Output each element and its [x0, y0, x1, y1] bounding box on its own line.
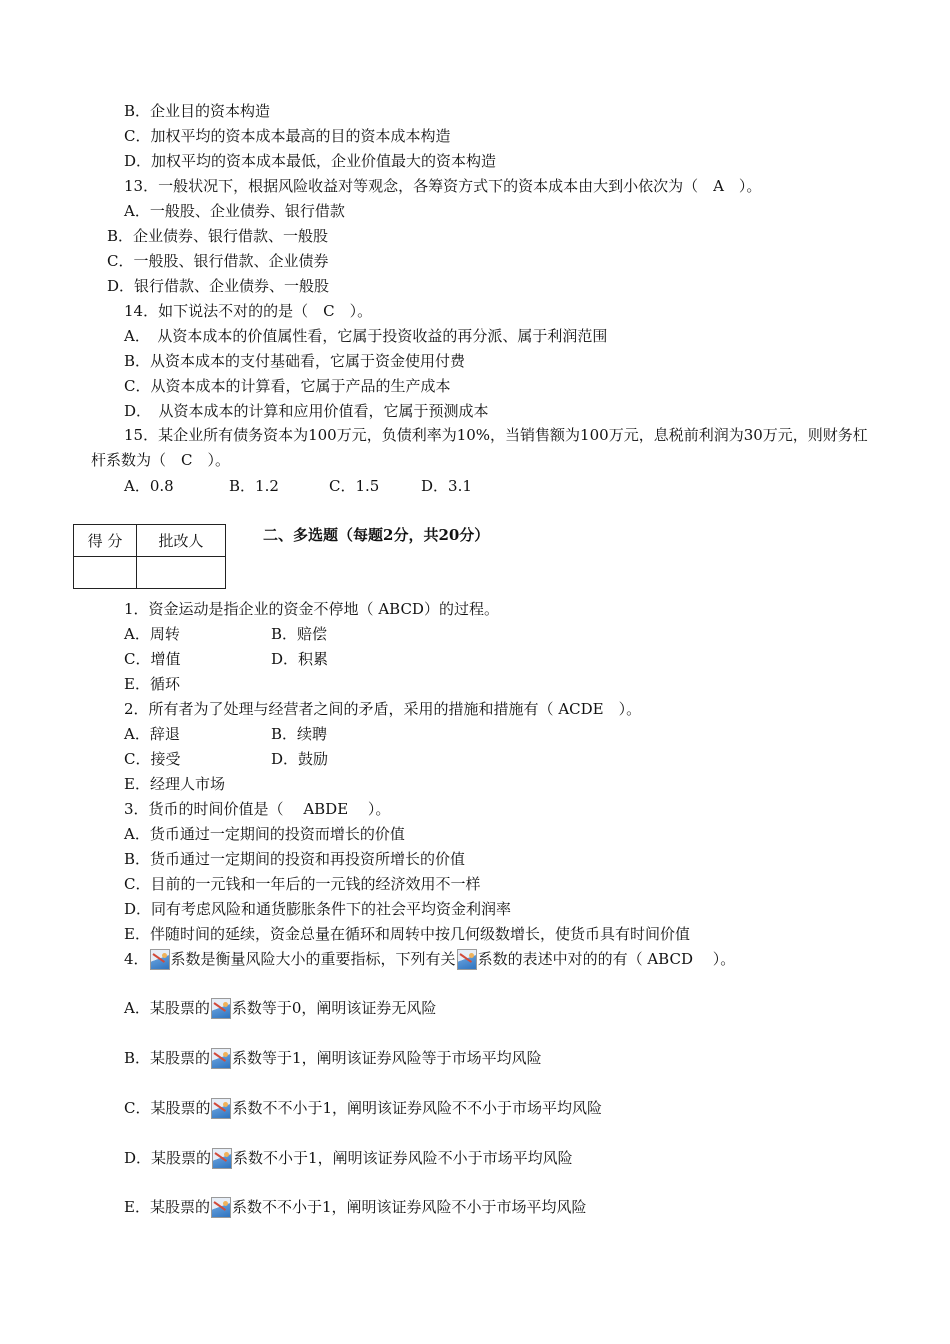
option-line: D．加权平均的资本成本最低，企业价值最大的资本构造	[124, 152, 497, 170]
beta-symbol-icon	[211, 1048, 231, 1069]
option-b: B．续聘	[271, 725, 328, 743]
option-prefix: B．某股票的	[124, 1049, 211, 1067]
option-c: C．1.5	[329, 477, 380, 495]
mc-question-2: 2．所有者为了处理与经营者之间的矛盾，采用的措施和措施有（ ACDE ）。	[124, 700, 642, 718]
option-prefix: C．某股票的	[124, 1099, 211, 1117]
option-line: E．伴随时间的延续，资金总量在循环和周转中按几何级数增长，使货币具有时间价值	[124, 925, 690, 943]
option-line: B．企业目的资本构造	[124, 102, 271, 120]
option-line	[124, 724, 328, 744]
option-suffix: 系数不小于1，阐明该证券风险不小于市场平均风险	[233, 1149, 573, 1167]
beta-symbol-icon	[211, 998, 231, 1019]
option-line: E．循环	[124, 675, 180, 693]
option-line: B．企业债券、银行借款、一般股	[107, 227, 329, 245]
option-suffix: 系数等于1，阐明该证券风险等于市场平均风险	[232, 1049, 542, 1067]
beta-symbol-icon	[211, 1098, 231, 1119]
mc-question-1: 1．资金运动是指企业的资金不停地（ ABCD）的过程。	[124, 600, 499, 618]
option-line: D．银行借款、企业债券、一般股	[107, 277, 330, 295]
option-d: D．积累	[271, 650, 329, 668]
option-line	[124, 1098, 602, 1118]
mc-question-4	[124, 949, 735, 969]
option-a: A．周转	[124, 625, 180, 643]
option-line: E．经理人市场	[124, 775, 225, 793]
option-suffix: 系数等于0，阐明该证券无风险	[231, 999, 437, 1017]
beta-symbol-icon	[150, 949, 170, 970]
option-c: C．接受	[124, 750, 181, 768]
option-line	[124, 1148, 573, 1168]
section-title: 二、多选题（每题2分，共20分）	[263, 526, 490, 544]
beta-symbol-icon	[211, 1197, 231, 1218]
option-line: C．从资本成本的计算看，它属于产品的生产成本	[124, 377, 451, 395]
option-d: D．3.1	[421, 477, 472, 495]
grader-header: 批改人	[137, 525, 226, 557]
option-line: B．从资本成本的支付基础看，它属于资金使用付费	[124, 352, 466, 370]
option-line	[124, 624, 328, 644]
option-line: A．货币通过一定期间的投资而增长的价值	[124, 825, 405, 843]
option-suffix: 系数不不小于1，阐明该证券风险不不小于市场平均风险	[232, 1099, 603, 1117]
score-cell	[74, 557, 137, 589]
option-line: C．一般股、银行借款、企业债券	[107, 252, 329, 270]
q4-number: 4．	[124, 950, 149, 968]
option-line	[124, 1048, 542, 1068]
option-c: C．增值	[124, 650, 181, 668]
score-header: 得 分	[74, 525, 137, 557]
option-a: A．辞退	[124, 725, 180, 743]
question-15-options	[124, 476, 472, 496]
grader-cell	[137, 557, 226, 589]
beta-symbol-icon	[457, 949, 477, 970]
option-line	[124, 998, 436, 1018]
question-14: 14．如下说法不对的的是（ C ）。	[124, 302, 373, 320]
option-a: A．0.8	[124, 477, 174, 495]
option-d: D．鼓励	[271, 750, 329, 768]
option-b: B．赔偿	[271, 625, 328, 643]
option-suffix: 系数不不小于1，阐明该证券风险不小于市场平均风险	[231, 1198, 587, 1216]
option-b: B．1.2	[229, 477, 279, 495]
option-line: D．同有考虑风险和通货膨胀条件下的社会平均资金利润率	[124, 900, 512, 918]
beta-symbol-icon	[212, 1148, 232, 1169]
option-line: A．一般股、企业债券、银行借款	[124, 202, 345, 220]
option-prefix: E．某股票的	[124, 1198, 210, 1216]
score-box	[73, 524, 226, 589]
option-line	[124, 749, 329, 769]
option-prefix: D．某股票的	[124, 1149, 212, 1167]
option-line	[124, 1197, 587, 1217]
option-prefix: A．某股票的	[124, 999, 210, 1017]
option-line	[124, 649, 329, 669]
option-line: D． 从资本成本的计算和应用价值看，它属于预测成本	[124, 402, 489, 420]
q4-text: 系数是衡量风险大小的重要指标，下列有关	[170, 950, 456, 968]
option-line: A． 从资本成本的价值属性看，它属于投资收益的再分派、属于利润范围	[124, 327, 608, 345]
question-13: 13．一般状况下，根据风险收益对等观念，各筹资方式下的资本成本由大到小依次为（ A ）。	[124, 177, 762, 195]
question-15	[91, 423, 871, 473]
option-line: C．目前的一元钱和一年后的一元钱的经济效用不一样	[124, 875, 481, 893]
question-15-text: 15．某企业所有债务资本为100万元，负债利率为10%，当销售额为100万元，息税前利润为30万元，则财务杠杆系数为（ C ）。	[91, 426, 868, 469]
option-line: B．货币通过一定期间的投资和再投资所增长的价值	[124, 850, 466, 868]
mc-question-3: 3．货币的时间价值是（ ABDE ）。	[124, 800, 391, 818]
q4-text: 系数的表述中对的的有（ ABCD ）。	[477, 950, 736, 968]
option-line: C．加权平均的资本成本最高的目的资本成本构造	[124, 127, 451, 145]
